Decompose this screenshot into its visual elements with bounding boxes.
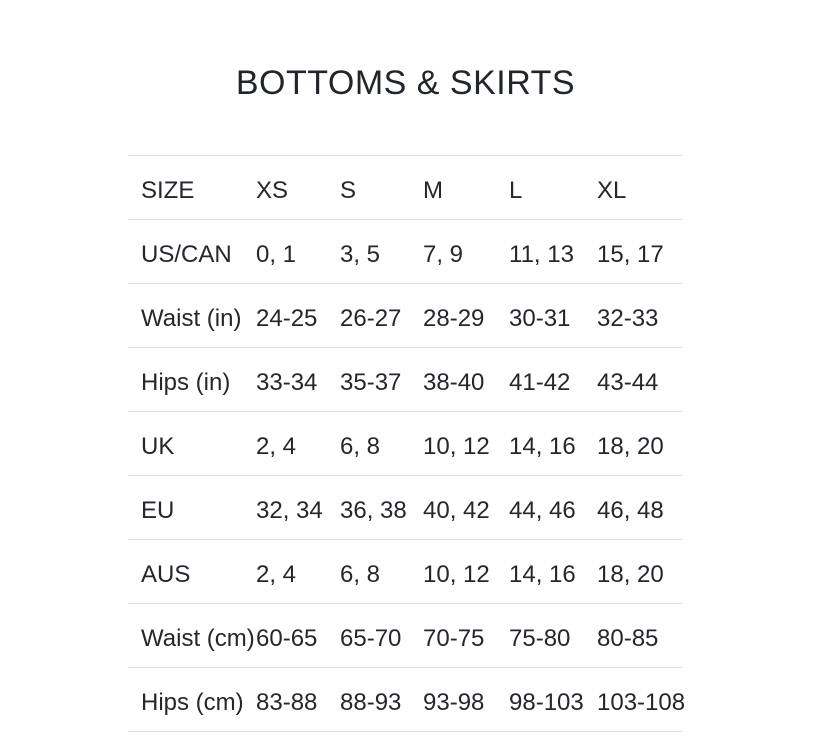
size-cell: 2, 4: [256, 412, 340, 476]
table-row-uk: [128, 412, 683, 476]
size-cell: 32, 34: [256, 476, 340, 540]
size-cell: 3, 5: [340, 220, 423, 284]
row-label: US/CAN: [128, 220, 256, 284]
size-cell: 70-75: [423, 604, 509, 668]
row-label: Hips (in): [128, 348, 256, 412]
size-cell: 14, 16: [509, 412, 597, 476]
table-row-waist-cm: [128, 604, 683, 668]
size-cell: 35-37: [340, 348, 423, 412]
row-label: EU: [128, 476, 256, 540]
column-header-size: SIZE: [128, 156, 256, 220]
page-title: BOTTOMS & SKIRTS: [235, 64, 576, 102]
row-label: UK: [128, 412, 256, 476]
size-cell: 83-88: [256, 668, 340, 732]
column-header-s: S: [340, 156, 423, 220]
column-header-xs: XS: [256, 156, 340, 220]
size-cell: 6, 8: [340, 412, 423, 476]
table-row-us-can: [128, 220, 683, 284]
size-cell: 33-34: [256, 348, 340, 412]
size-cell: 15, 17: [597, 220, 683, 284]
table-row-waist-in: [128, 284, 683, 348]
header-row: [128, 156, 683, 220]
size-cell: 75-80: [509, 604, 597, 668]
column-header-l: L: [509, 156, 597, 220]
row-label: AUS: [128, 540, 256, 604]
size-cell: 43-44: [597, 348, 683, 412]
size-cell: 26-27: [340, 284, 423, 348]
row-label: Hips (cm): [128, 668, 256, 732]
size-cell: 14, 16: [509, 540, 597, 604]
size-cell: 88-93: [340, 668, 423, 732]
size-cell: 103-108: [597, 668, 683, 732]
size-cell: 41-42: [509, 348, 597, 412]
table-row-aus: [128, 540, 683, 604]
size-cell: 18, 20: [597, 540, 683, 604]
size-cell: 10, 12: [423, 412, 509, 476]
size-cell: 65-70: [340, 604, 423, 668]
size-cell: 28-29: [423, 284, 509, 348]
size-cell: 40, 42: [423, 476, 509, 540]
table-row-hips-cm: [128, 668, 683, 732]
size-cell: 18, 20: [597, 412, 683, 476]
size-cell: 10, 12: [423, 540, 509, 604]
size-cell: 2, 4: [256, 540, 340, 604]
size-cell: 0, 1: [256, 220, 340, 284]
size-cell: 60-65: [256, 604, 340, 668]
size-chart-table: [128, 155, 686, 732]
size-cell: 30-31: [509, 284, 597, 348]
size-cell: 46, 48: [597, 476, 683, 540]
size-cell: 24-25: [256, 284, 340, 348]
size-cell: 36, 38: [340, 476, 423, 540]
size-cell: 11, 13: [509, 220, 597, 284]
size-cell: 38-40: [423, 348, 509, 412]
size-cell: 6, 8: [340, 540, 423, 604]
size-cell: 98-103: [509, 668, 597, 732]
size-cell: 32-33: [597, 284, 683, 348]
column-header-m: M: [423, 156, 509, 220]
size-cell: 44, 46: [509, 476, 597, 540]
table-row-eu: [128, 476, 683, 540]
row-label: Waist (cm): [128, 604, 256, 668]
size-cell: 7, 9: [423, 220, 509, 284]
column-header-xl: XL: [597, 156, 683, 220]
row-label: Waist (in): [128, 284, 256, 348]
size-cell: 93-98: [423, 668, 509, 732]
size-cell: 80-85: [597, 604, 683, 668]
table-row-hips-in: [128, 348, 683, 412]
